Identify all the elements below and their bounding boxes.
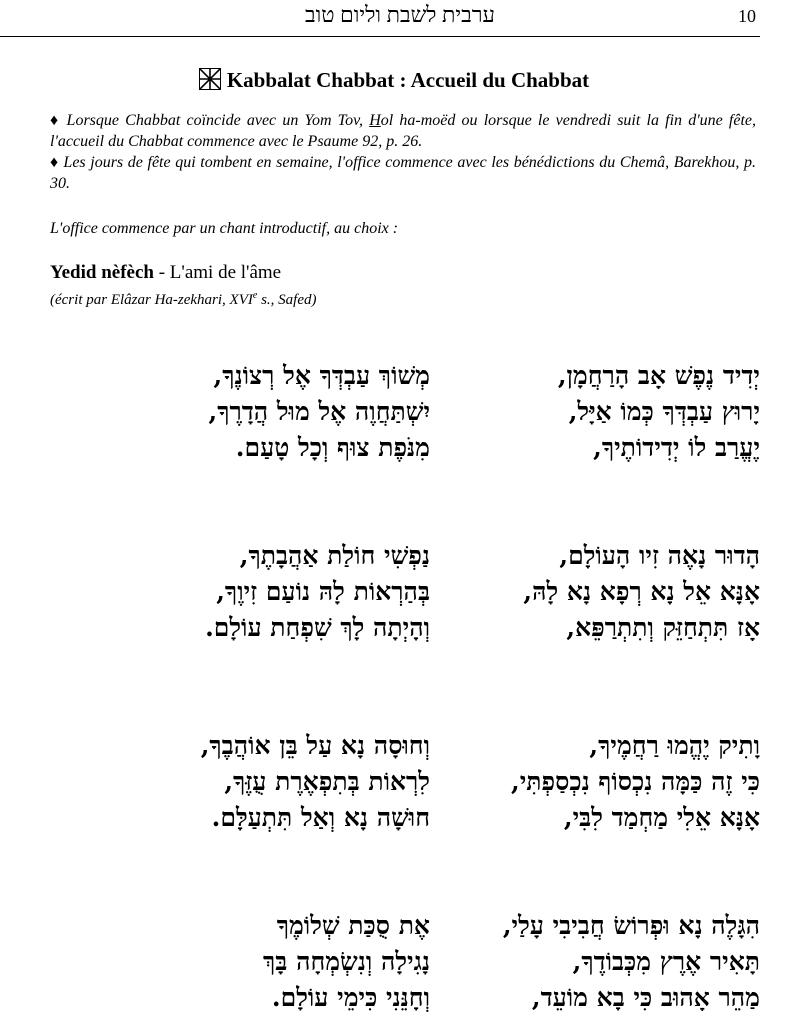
hebrew-line: יָרוּץ עַבְדְּךָ כְּמוֹ אַיָּל, — [568, 397, 760, 426]
hebrew-line: נַפְשִׁי חוֹלַת אַהֲבָתֶךָ, — [239, 541, 430, 570]
hebrew-line: חוּשָׁה נָא וְאַל תִּתְעַלָּם. — [211, 803, 430, 832]
credit-text: s., Safed) — [257, 292, 317, 308]
ornament-icon — [199, 68, 221, 90]
credit-sup: e — [252, 290, 258, 301]
hebrew-line: וְחוּסָה נָא עַל בֵּן אוֹהֲבֶךָ, — [200, 731, 430, 760]
song-subtitle: - L'ami de l'âme — [153, 262, 282, 283]
hebrew-line: הָדוּר נָאֶה זִיו הָעוֹלָם, — [559, 541, 760, 570]
stanza-4 — [60, 908, 760, 1028]
stanza-right-column — [460, 538, 760, 646]
stanza-left-column — [130, 358, 430, 466]
rubric-notes — [50, 110, 756, 194]
intro-text: L'office commence par un chant introductif, au choix : — [50, 220, 399, 237]
note-1 — [50, 110, 756, 152]
bullet: ♦ — [50, 154, 59, 171]
stanza-right-column — [460, 728, 760, 836]
hebrew-line: יְדִיד נֶפֶשׁ אָב הָרַחֲמָן, — [557, 361, 760, 390]
hebrew-line: מַהֵר אָהוּב כִּי בָא מוֹעֵד, — [531, 983, 760, 1012]
stanza-left-column — [130, 538, 430, 646]
hebrew-line: תָּאִיר אֶרֶץ מִכְּבוֹדֶךָ, — [572, 947, 760, 976]
note-text: Lorsque Chabbat coïncide avec un Yom Tov, — [60, 112, 370, 129]
hebrew-line: מְשׁוֹךְ עַבְדְּךָ אֶל רְצוֹנֶךָ, — [213, 361, 430, 390]
stanza-2 — [60, 538, 760, 658]
page-header — [0, 0, 760, 37]
hebrew-line: לִרְאוֹת בְּתִפְאֶרֶת עֻזֶּךָ, — [224, 767, 430, 796]
note-text: Les jours de fête qui tombent en semaine, l'office commence avec les bénédictions du Chemâ, Barekhou, p. 30. — [50, 154, 756, 192]
hebrew-line: בְּהַרְאוֹת לָהּ נוֹעַם זִיוֶךָ, — [216, 577, 430, 606]
credit-text: (écrit par Elâzar Ha-zekhari, XVI — [50, 292, 253, 308]
note-2 — [50, 152, 756, 194]
hebrew-line: נָגִילָה וְנִשְׂמְחָה בָּךְ — [263, 947, 430, 976]
hebrew-line: אָנָּא אֵל נָא רְפָא נָא לָהּ, — [523, 577, 760, 606]
song-name: Yedid nèfèch — [50, 262, 154, 283]
running-title: ערבית לשבת וליום טוב — [305, 2, 495, 27]
hebrew-line: יֶעֱרַב לוֹ יְדִידוֹתֶיךָ, — [593, 433, 760, 462]
stanza-left-column — [130, 908, 430, 1016]
hebrew-line: אָנָּא אֵלִי מַחְמַד לִבִּי, — [563, 803, 760, 832]
section-title — [0, 68, 788, 93]
hebrew-line: מִנֹּפֶת צוּף וְכָל טָעַם. — [235, 433, 430, 462]
page-number: 10 — [738, 6, 756, 26]
note-text: ol ha-moëd ou lorsque le vendredi suit la fin d'une fête, l'accueil du Chabbat commence avec le Psaume 92, p. 26. — [50, 112, 756, 150]
stanza-left-column — [130, 728, 430, 836]
stanza-3 — [60, 728, 760, 848]
section-title-text: Kabbalat Chabbat : Accueil du Chabbat — [226, 68, 590, 92]
hebrew-line: וְחָנֵּנִי כִּימֵי עוֹלָם. — [271, 983, 430, 1012]
hebrew-line: אֶת סֻכַּת שְׁלוֹמֶךָ — [276, 911, 430, 940]
hebrew-line: וָתִיק יֶהֱמוּ רַחֲמֶיךָ, — [589, 731, 760, 760]
bullet: ♦ — [50, 112, 61, 129]
hebrew-line: אָז תִּתְחַזֵּק וְתִתְרַפֵּא, — [566, 613, 760, 642]
hebrew-line: כִּי זֶה כַּמָּה נִכְסוֹף נִכְסַפְתִּי, — [511, 767, 760, 796]
stanza-right-column — [460, 908, 760, 1016]
hebrew-line: וְהָיְתָה לָךְ שִׁפְחַת עוֹלָם. — [205, 613, 430, 642]
note-underlined: H — [369, 112, 381, 129]
stanza-right-column — [460, 358, 760, 466]
song-title — [50, 262, 281, 284]
song-credit — [50, 290, 317, 309]
stanza-1 — [60, 358, 760, 478]
hebrew-line: הִגָּלֶה נָא וּפְרוֹשׂ חֲבִיבִי עָלַי, — [502, 911, 760, 940]
hebrew-line: יִשְׁתַּחֲוֶה אֶל מוּל הֲדָרֶךָ, — [208, 397, 430, 426]
